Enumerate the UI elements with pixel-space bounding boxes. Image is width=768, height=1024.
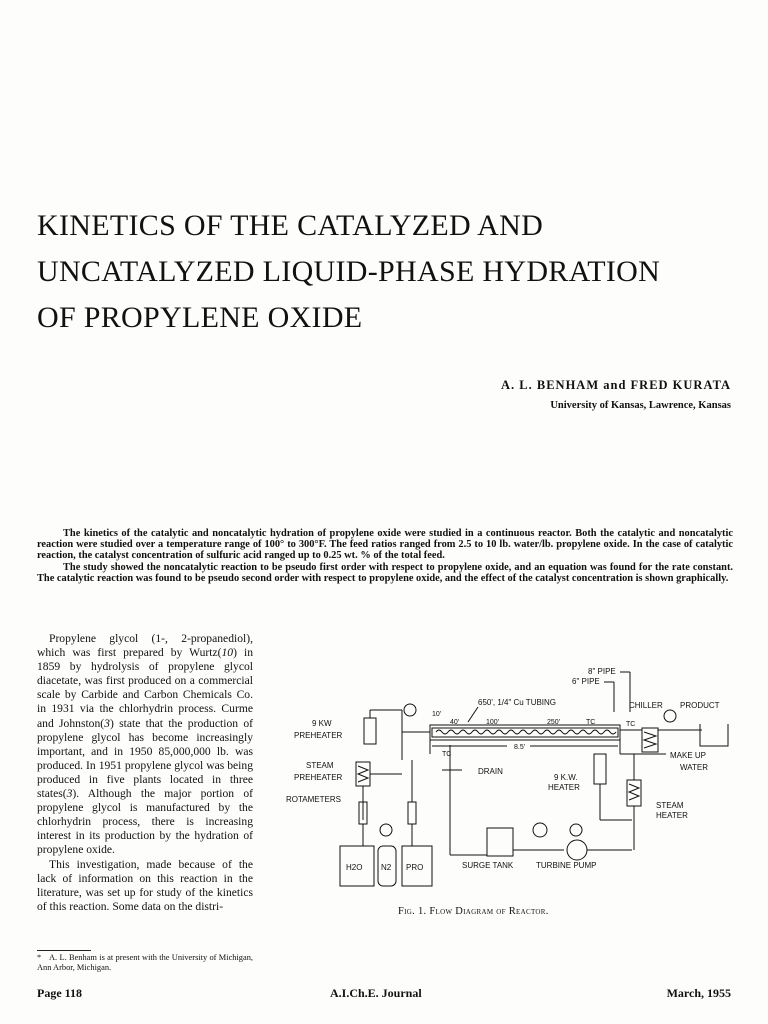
affiliation: University of Kansas, Lawrence, Kansas	[550, 400, 731, 411]
label-250ft: 250'	[547, 719, 561, 726]
label-steam-preheater: PREHEATER	[294, 773, 343, 782]
surge-tank	[487, 828, 513, 856]
label-n2: N2	[381, 863, 392, 872]
electric-heater	[594, 754, 606, 784]
tubing-coil	[436, 730, 616, 734]
abstract	[37, 528, 733, 584]
label-h2o: H2O	[346, 863, 363, 872]
citation: 3	[66, 787, 73, 801]
body-text: Propylene glycol (1-, 2-propanediol), which was first prepared by Wurtz(	[37, 632, 253, 660]
pressure-gauge-4	[570, 824, 582, 836]
label-steam: STEAM	[306, 761, 334, 770]
label-chiller: CHILLER	[629, 701, 663, 710]
title-line-2: UNCATALYZED LIQUID-PHASE HYDRATION	[37, 255, 661, 288]
journal-name: A.I.Ch.E. Journal	[330, 986, 422, 1000]
label-tc-2: TC	[442, 751, 452, 758]
pressure-gauge-5	[664, 710, 676, 722]
body-paragraph-2: This investigation, made because of the lack of information on this reaction in the literature, was set up for study of the kinetics of this reaction. Some data on the distri-	[37, 857, 253, 913]
label-make-up: MAKE UP	[670, 751, 707, 760]
abstract-paragraph-1: The kinetics of the catalytic and noncatalytic hydration of propylene oxide were studied in a continuous reactor. Both the catalytic and noncatalytic reaction were studied over a temperature range of 100° to 300°F. The feed ratios ranged from 2.5 to 10 lb. water/lb. propylene oxide. In the case of catalytic reaction, the catalyst concentration of sulfuric acid ranged up to 0.25 wt. % of the total feed.	[37, 528, 733, 562]
abstract-paragraph-2: The study showed the noncatalytic reaction to be pseudo first order with respect to propylene oxide, and an equation was found for the rate constant. The catalytic reaction was found to be pseudo second order with respect to propylene oxide, and the effect of the catalyst concentration is shown graphically.	[37, 561, 733, 584]
label-tc-3: TC	[626, 721, 636, 728]
label-heater: HEATER	[548, 783, 580, 792]
label-9kw: 9 KW	[312, 719, 332, 728]
label-tc: TC	[586, 719, 596, 726]
authors: A. L. BENHAM and FRED KURATA	[501, 378, 731, 392]
label-turbine-pump: TURBINE PUMP	[536, 861, 597, 870]
label-8in-pipe: 8" PIPE	[588, 667, 616, 676]
label-8-5ft: 8.5'	[514, 744, 526, 751]
label-preheater: PREHEATER	[294, 731, 343, 740]
label-surge-tank: SURGE TANK	[462, 861, 514, 870]
label-10ft: 10'	[432, 711, 442, 718]
label-pro: PRO	[406, 863, 424, 872]
citation: 10	[221, 646, 234, 660]
issue-date: March, 1955	[666, 986, 731, 1000]
footnote	[37, 953, 253, 973]
label-drain: DRAIN	[478, 767, 503, 776]
label-40ft: 40'	[450, 719, 460, 726]
footnote-mark: *	[37, 953, 42, 962]
label-product: PRODUCT	[680, 701, 720, 710]
label-100ft: 100'	[486, 719, 500, 726]
body-paragraph-1	[37, 632, 253, 858]
electric-preheater	[364, 718, 376, 744]
pressure-gauge-3	[533, 823, 547, 837]
label-rotameters: ROTAMETERS	[286, 795, 341, 804]
figure-caption: Fig. 1. Flow Diagram of Reactor.	[398, 906, 549, 917]
citation: 3	[104, 716, 110, 730]
footnote-rule	[37, 950, 91, 951]
reactor-flow-diagram	[282, 650, 738, 890]
label-6in-pipe: 6" PIPE	[572, 677, 600, 686]
page-number: Page 118	[37, 986, 82, 1000]
rotameter-2	[408, 802, 416, 824]
turbine-pump	[567, 840, 587, 860]
title-line-3: OF PROPYLENE OXIDE	[37, 301, 363, 334]
body-text: ) in 1859 by hydrolysis of propylene glycol diacetate, was first produced on a commercial scale by Carbide and Carbon Chemicals Co. in 1931 via the chlorhydrin process. Curme and Johnston(	[37, 646, 253, 730]
body-column	[37, 632, 253, 914]
label-steam-heater: HEATER	[656, 811, 688, 820]
label-steam-b: STEAM	[656, 801, 684, 810]
pressure-gauge-2	[380, 824, 392, 836]
footnote-text: A. L. Benham is at present with the University of Michigan, Ann Arbor, Michigan.	[37, 953, 253, 972]
label-water: WATER	[680, 763, 708, 772]
product-receiver	[700, 724, 728, 746]
label-9kw-heater: 9 K.W.	[554, 773, 578, 782]
body-text: ) state that the production of propylene glycol has become increasingly important, and in 1950 85,000,000 lb. was produced. In 1951 propylene glycol was being produced in five plants located in three states(	[37, 716, 253, 801]
article-title	[37, 203, 737, 341]
title-line-1: KINETICS OF THE CATALYZED AND	[37, 209, 544, 242]
label-tubing: 650', 1/4" Cu TUBING	[478, 698, 557, 707]
body-text: ). Although the major portion of propylene glycol is manufactured by the chlorhydrin process, there is increasing interest in its production by the hydration of propylene oxide.	[37, 787, 253, 857]
pressure-gauge	[404, 704, 416, 716]
